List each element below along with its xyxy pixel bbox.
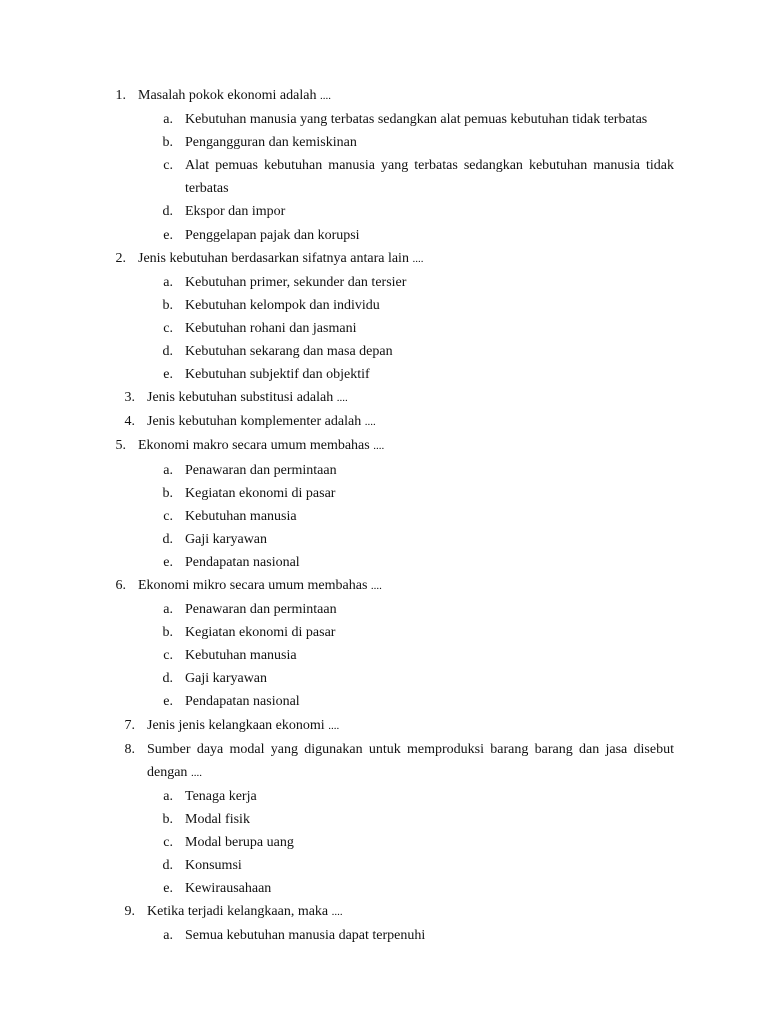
option-item: [0, 363, 768, 386]
option-letter: c.: [163, 508, 173, 524]
option-letter: d.: [162, 204, 173, 220]
question-item: [0, 84, 768, 108]
option-item: [0, 294, 768, 317]
option-text: Konsumsi: [185, 858, 242, 874]
option-item: [0, 224, 768, 247]
question-text: Ekonomi makro secara umum membahas: [138, 438, 370, 454]
option-text: Alat pemuas kebutuhan manusia yang terbatas sedangkan kebutuhan manusia tidak terbatas: [185, 158, 674, 197]
question-item: [0, 738, 768, 785]
option-letter: b.: [162, 297, 173, 313]
option-item: [0, 598, 768, 621]
question-item: [0, 434, 768, 458]
option-letter: e.: [163, 881, 173, 897]
option-letter: e.: [163, 694, 173, 710]
option-item: [0, 690, 768, 713]
option-item: [0, 621, 768, 644]
option-letter: a.: [163, 602, 173, 618]
question-suffix: ....: [331, 906, 343, 919]
option-text: Pendapatan nasional: [185, 554, 300, 570]
question-item: [0, 900, 768, 924]
option-letter: a.: [163, 928, 173, 944]
option-letter: d.: [162, 344, 173, 360]
option-item: [0, 482, 768, 505]
question-item: [0, 247, 768, 271]
option-letter: c.: [163, 835, 173, 850]
question-number: 8.: [124, 741, 135, 757]
question-suffix: ....: [190, 766, 202, 779]
option-text: Pendapatan nasional: [185, 694, 300, 710]
option-text: Kebutuhan manusia: [185, 508, 297, 524]
option-letter: c.: [163, 320, 173, 336]
option-letter: b.: [162, 485, 173, 501]
option-text: Kegiatan ekonomi di pasar: [185, 625, 336, 641]
option-item: [0, 154, 768, 200]
question-suffix: ....: [370, 579, 382, 592]
option-text: Tenaga kerja: [185, 788, 257, 804]
option-text: Gaji karyawan: [185, 531, 268, 547]
option-letter: d.: [162, 671, 173, 687]
question-number: 9.: [124, 904, 135, 920]
option-item: [0, 340, 768, 363]
option-item: [0, 644, 768, 667]
option-text: Kebutuhan manusia yang terbatas sedangkan alat pemuas kebutuhan tidak terbatas: [185, 112, 648, 128]
question-text: Ketika terjadi kelangkaan, maka: [147, 904, 329, 920]
option-item: [0, 854, 768, 877]
question-number: 5.: [115, 438, 126, 454]
question-text: Jenis kebutuhan substitusi adalah: [147, 390, 334, 406]
question-text: Masalah pokok ekonomi adalah: [138, 88, 317, 103]
option-text: Kebutuhan sekarang dan masa depan: [185, 344, 393, 360]
option-text: Kebutuhan kelompok dan individu: [185, 297, 380, 313]
option-text: Penggelapan pajak dan korupsi: [185, 227, 360, 243]
option-text: Kebutuhan rohani dan jasmani: [185, 320, 357, 336]
option-letter: a.: [163, 112, 173, 128]
question-suffix: ....: [336, 392, 348, 405]
option-item: [0, 317, 768, 340]
document-page: [0, 84, 768, 947]
question-item: [0, 386, 768, 410]
question-item: [0, 714, 768, 738]
option-text: Kebutuhan subjektif dan objektif: [185, 367, 370, 383]
option-text: Kegiatan ekonomi di pasar: [185, 485, 336, 501]
option-item: [0, 131, 768, 154]
question-suffix: ....: [319, 90, 331, 102]
question-suffix: ....: [412, 252, 424, 265]
option-letter: b.: [162, 135, 173, 151]
option-text: Pengangguran dan kemiskinan: [185, 135, 357, 151]
option-letter: d.: [162, 858, 173, 874]
question-text: Jenis kebutuhan berdasarkan sifatnya antara lain: [138, 250, 409, 266]
option-item: [0, 667, 768, 690]
question-item: [0, 410, 768, 434]
option-letter: b.: [162, 625, 173, 641]
option-letter: c.: [163, 648, 173, 664]
option-letter: c.: [163, 158, 173, 174]
option-text: Semua kebutuhan manusia dapat terpenuhi: [185, 928, 426, 944]
question-number: 6.: [115, 577, 126, 593]
option-letter: a.: [163, 788, 173, 804]
question-text: Jenis jenis kelangkaan ekonomi: [147, 717, 325, 733]
option-text: Penawaran dan permintaan: [185, 602, 337, 618]
option-text: Kebutuhan manusia: [185, 648, 297, 664]
question-number: 1.: [115, 88, 126, 103]
question-suffix: ....: [373, 440, 385, 453]
question-number: 4.: [124, 414, 135, 430]
question-text: Jenis kebutuhan komplementer adalah: [147, 414, 362, 430]
option-text: Gaji karyawan: [185, 671, 268, 687]
option-letter: b.: [162, 811, 173, 827]
option-item: [0, 200, 768, 223]
option-text: Ekspor dan impor: [185, 204, 286, 220]
option-item: [0, 528, 768, 551]
option-item: [0, 271, 768, 294]
question-text: Sumber daya modal yang digunakan untuk memproduksi barang barang dan jasa disebut dengan: [147, 741, 674, 780]
option-item: [0, 808, 768, 831]
option-text: Kebutuhan primer, sekunder dan tersier: [185, 274, 407, 290]
option-letter: e.: [163, 554, 173, 570]
option-item: [0, 877, 768, 900]
option-item: [0, 551, 768, 574]
option-item: [0, 785, 768, 808]
option-letter: e.: [163, 367, 173, 383]
option-item: [0, 505, 768, 528]
option-item: [0, 831, 768, 854]
option-letter: a.: [163, 274, 173, 290]
question-text: Ekonomi mikro secara umum membahas: [138, 577, 368, 593]
option-text: Kewirausahaan: [185, 881, 272, 897]
question-number: 7.: [124, 717, 135, 733]
option-letter: e.: [163, 227, 173, 243]
question-number: 3.: [124, 390, 135, 406]
option-item: [0, 924, 768, 947]
question-number: 2.: [115, 250, 126, 266]
option-letter: d.: [162, 531, 173, 547]
option-item: [0, 459, 768, 482]
option-item: [0, 108, 768, 131]
option-text: Penawaran dan permintaan: [185, 462, 337, 478]
option-text: Modal berupa uang: [185, 835, 294, 850]
question-item: [0, 574, 768, 598]
question-suffix: ....: [328, 719, 340, 732]
option-letter: a.: [163, 462, 173, 478]
option-text: Modal fisik: [185, 811, 250, 827]
question-suffix: ....: [364, 416, 376, 429]
